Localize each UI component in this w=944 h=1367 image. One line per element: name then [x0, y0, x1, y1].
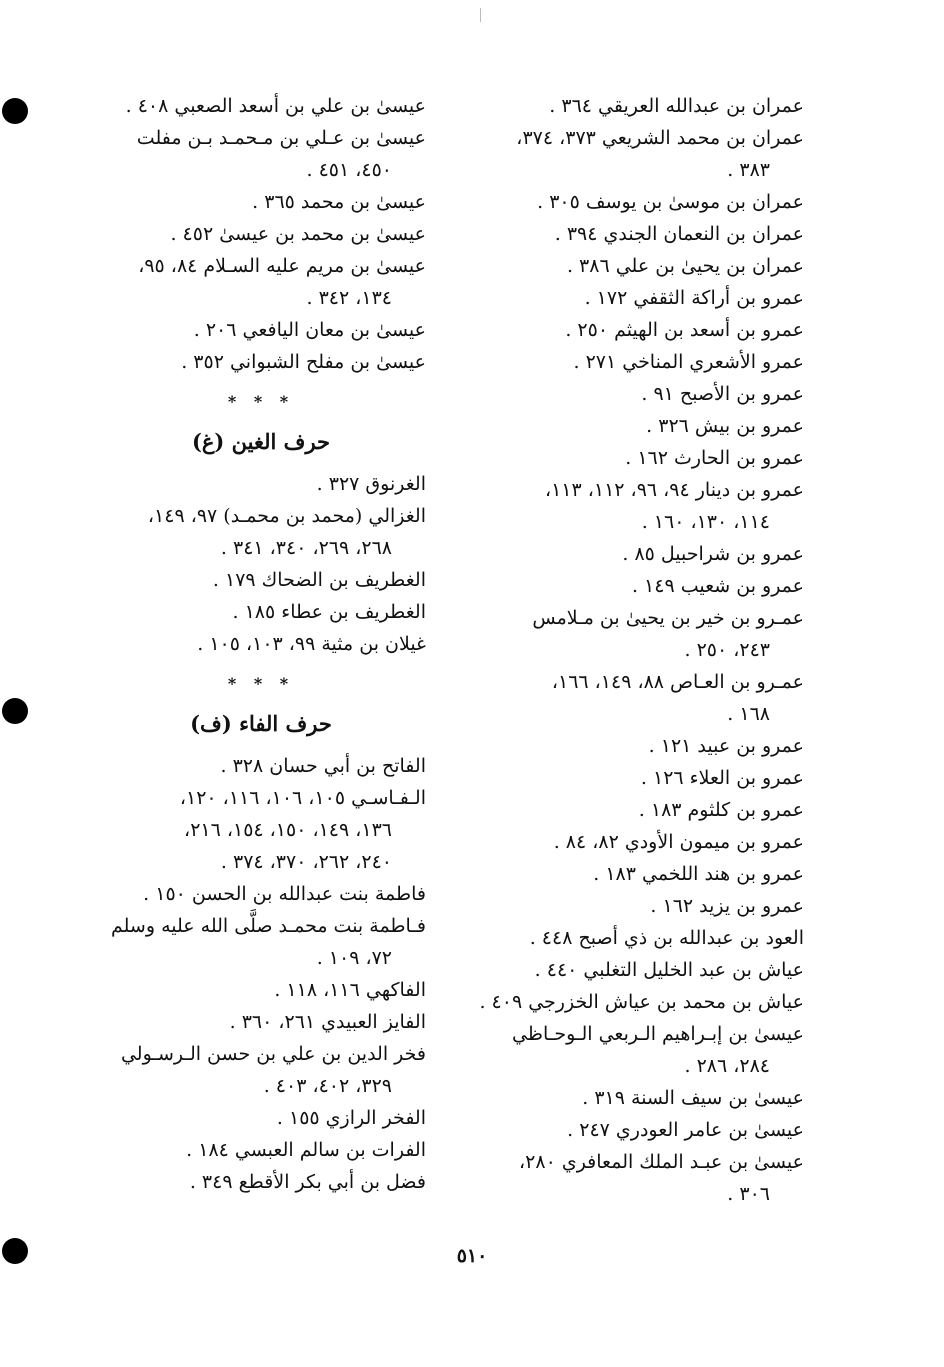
entries-ghain	[96, 468, 426, 660]
entry-continuation: ٢٤٠، ٢٦٢، ٣٧٠، ٣٧٤ .	[220, 851, 392, 873]
entry-text: الفاكهي ١١٦، ١١٨ .	[274, 979, 426, 1001]
index-entry	[96, 122, 426, 186]
index-entry	[464, 570, 804, 602]
index-entry	[96, 500, 426, 564]
entry-continuation: ٢٤٣، ٢٥٠ .	[684, 639, 770, 661]
entry-text: فخر الدين بن علي بن حسن الـرسـولي	[120, 1043, 426, 1065]
index-entry	[464, 122, 804, 186]
entry-continuation: ١٦٨ .	[727, 703, 770, 725]
index-entry	[96, 846, 426, 878]
entry-text: عمرو بن دينار ٩٤، ٩٦، ١١٢، ١١٣،	[544, 479, 804, 501]
entry-text: عيسىٰ بن سيف السنة ٣١٩ .	[582, 1087, 804, 1109]
index-entry	[464, 794, 804, 826]
entry-text: فضل بن أبي بكر الأقطع ٣٤٩ .	[189, 1171, 426, 1193]
entry-text: فـاطمة بنت محمـد صلَّى الله عليه وسلم	[111, 915, 426, 937]
entry-text: عيسىٰ بن محمد ٣٦٥ .	[252, 191, 426, 213]
entry-text: الغزالي (محمد بن محمـد) ٩٧، ١٤٩،	[147, 505, 426, 527]
entry-text: الغرنوق ٣٢٧ .	[316, 473, 426, 495]
index-entry	[96, 750, 426, 782]
entry-text: عمران بن عبدالله العريقي ٣٦٤ .	[549, 95, 804, 117]
index-entry	[96, 1102, 426, 1134]
entry-text: عيسىٰ بن عـلي بن مـحمـد بـن مفلت	[136, 127, 426, 149]
entry-continuation: ١١٤، ١٣٠، ١٦٠ .	[641, 511, 770, 533]
index-entry	[464, 250, 804, 282]
entry-text: عمـرو بن خير بن يحيىٰ بن مـلامس	[532, 607, 804, 629]
entry-text: عمران بن موسىٰ بن يوسف ٣٠٥ .	[537, 191, 804, 213]
index-entry	[96, 564, 426, 596]
punch-hole-middle	[2, 698, 28, 724]
index-entry	[96, 186, 426, 218]
index-entry	[96, 314, 426, 346]
right-column	[464, 90, 804, 1210]
entries-ain-continued	[96, 90, 426, 378]
index-entry	[464, 442, 804, 474]
entries-fa	[96, 750, 426, 1198]
index-entry	[464, 1018, 804, 1082]
index-entry	[96, 1166, 426, 1198]
entry-text: عمرو الأشعري المناخي ٢٧١ .	[573, 351, 804, 373]
index-entry	[464, 954, 804, 986]
entry-text: غيلان بن مثية ٩٩، ١٠٣، ١٠٥ .	[197, 633, 426, 655]
index-entry	[464, 1146, 804, 1210]
entry-text: عمران بن محمد الشريعي ٣٧٣، ٣٧٤،	[516, 127, 804, 149]
index-entry	[464, 1114, 804, 1146]
page-number: ٥١٠	[456, 1245, 488, 1267]
entry-text: عيسىٰ بن محمد بن عيسىٰ ٤٥٢ .	[170, 223, 426, 245]
entry-continuation: ٢٨٤، ٢٨٦ .	[684, 1055, 770, 1077]
index-entry	[464, 666, 804, 730]
index-entry	[96, 910, 426, 974]
index-entry	[96, 974, 426, 1006]
entry-text: عياش بن محمد بن عياش الخزرجي ٤٠٩ .	[479, 991, 804, 1013]
entry-continuation: ١٣٤، ٣٤٢ .	[306, 287, 392, 309]
index-entry	[96, 596, 426, 628]
entry-continuation: ٢٦٨، ٢٦٩، ٣٤٠، ٣٤١ .	[220, 537, 392, 559]
index-entry	[464, 474, 804, 538]
entry-text: عمرو بن عبيد ١٢١ .	[648, 735, 804, 757]
entry-text: عمرو بن الأصبح ٩١ .	[641, 383, 804, 405]
index-entry	[464, 986, 804, 1018]
entry-text: الفاتح بن أبي حسان ٣٢٨ .	[220, 755, 426, 777]
heading-fa: حرف الفاء (ف)	[190, 711, 332, 736]
index-entry	[464, 762, 804, 794]
index-entry	[464, 346, 804, 378]
entry-text: عمرو بن هند اللخمي ١٨٣ .	[593, 863, 804, 885]
entry-text: عيسىٰ بن علي بن أسعد الصعبي ٤٠٨ .	[125, 95, 426, 117]
entry-continuation: ٤٥٠، ٤٥١ .	[306, 159, 392, 181]
entry-text: عيسىٰ بن إبـراهيم الـربعي الـوحـاظي	[512, 1023, 804, 1045]
entry-text: الفرات بن سالم العبسي ١٨٤ .	[186, 1139, 426, 1161]
entry-text: عمرو بن شعيب ١٤٩ .	[631, 575, 804, 597]
left-column	[96, 90, 426, 1198]
entry-text: عمرو بن أسعد بن الهيثم ٢٥٠ .	[565, 319, 804, 341]
index-entry	[464, 890, 804, 922]
index-entry	[464, 218, 804, 250]
entry-text: العود بن عبدالله بن ذي أصبح ٤٤٨ .	[529, 927, 804, 949]
section-separator: * * *	[227, 674, 295, 693]
index-entry	[96, 1038, 426, 1102]
entry-text: عمرو بن شراحبيل ٨٥ .	[622, 543, 804, 565]
entry-text: الغطريف بن الضحاك ١٧٩ .	[212, 569, 426, 591]
index-entry	[464, 90, 804, 122]
index-entry	[96, 346, 426, 378]
index-entry	[96, 1134, 426, 1166]
entry-text: عيسىٰ بن عبـد الملك المعافري ٢٨٠،	[519, 1151, 804, 1173]
index-entry	[96, 628, 426, 660]
section-separator: * * *	[227, 392, 295, 411]
entry-continuation: ٣٨٣ .	[727, 159, 770, 181]
index-entry	[464, 602, 804, 666]
entry-text: عيسىٰ بن مريم عليه السـلام ٨٤، ٩٥،	[138, 255, 426, 277]
index-entry	[464, 186, 804, 218]
entry-text: عمران بن يحيىٰ بن علي ٣٨٦ .	[566, 255, 804, 277]
entry-text: عمرو بن الحارث ١٦٢ .	[625, 447, 804, 469]
entry-text: عيسىٰ بن مفلح الشبواني ٣٥٢ .	[181, 351, 426, 373]
index-entry	[96, 782, 426, 846]
index-entry	[96, 218, 426, 250]
index-entry	[464, 538, 804, 570]
index-entry	[464, 314, 804, 346]
entry-text: عمرو بن أراكة الثقفي ١٧٢ .	[584, 287, 804, 309]
entry-continuation: ١٣٦، ١٤٩، ١٥٠، ١٥٤، ٢١٦،	[184, 819, 392, 841]
entry-text: الغطريف بن عطاء ١٨٥ .	[232, 601, 426, 623]
index-entry	[464, 730, 804, 762]
index-entry	[96, 250, 426, 314]
entry-text: فاطمة بنت عبدالله بن الحسن ١٥٠ .	[143, 883, 426, 905]
entry-continuation: ٣٠٦ .	[727, 1183, 770, 1205]
index-entry	[464, 922, 804, 954]
entry-text: عمران بن النعمان الجندي ٣٩٤ .	[554, 223, 804, 245]
index-entry	[464, 858, 804, 890]
index-entry	[96, 1006, 426, 1038]
index-entry	[96, 468, 426, 500]
entry-text: عيسىٰ بن معان اليافعي ٢٠٦ .	[193, 319, 426, 341]
entry-text: عيسىٰ بن عامر العودري ٢٤٧ .	[567, 1119, 804, 1141]
index-entry	[96, 878, 426, 910]
index-entry	[464, 410, 804, 442]
entry-text: عمرو بن يزيد ١٦٢ .	[650, 895, 804, 917]
heading-ghain: حرف الغين (غ)	[191, 429, 331, 454]
entry-continuation: ٣٢٩، ٤٠٢، ٤٠٣ .	[263, 1075, 392, 1097]
entry-text: عمرو بن العلاء ١٢٦ .	[640, 767, 804, 789]
entry-text: عمـرو بن العـاص ٨٨، ١٤٩، ١٦٦،	[551, 671, 804, 693]
entry-text: عمرو بن بيش ٣٢٦ .	[646, 415, 804, 437]
entry-continuation: ٧٢، ١٠٩ .	[316, 947, 392, 969]
index-entry	[464, 826, 804, 858]
index-entry	[96, 90, 426, 122]
entry-text: الفخر الرازي ١٥٥ .	[276, 1107, 426, 1129]
entry-text: عمرو بن ميمون الأودي ٨٢، ٨٤ .	[553, 831, 804, 853]
index-entry	[464, 378, 804, 410]
index-entry	[464, 282, 804, 314]
entry-text: الـفـاسـي ١٠٥، ١٠٦، ١١٦، ١٢٠،	[179, 787, 426, 809]
scan-mark	[480, 8, 481, 22]
punch-hole-top	[2, 98, 28, 124]
index-entry	[464, 1082, 804, 1114]
entry-text: الفايز العبيدي ٢٦١، ٣٦٠ .	[229, 1011, 426, 1033]
entry-text: عمرو بن كلثوم ١٨٣ .	[638, 799, 804, 821]
entry-text: عياش بن عبد الخليل التغلبي ٤٤٠ .	[534, 959, 804, 981]
